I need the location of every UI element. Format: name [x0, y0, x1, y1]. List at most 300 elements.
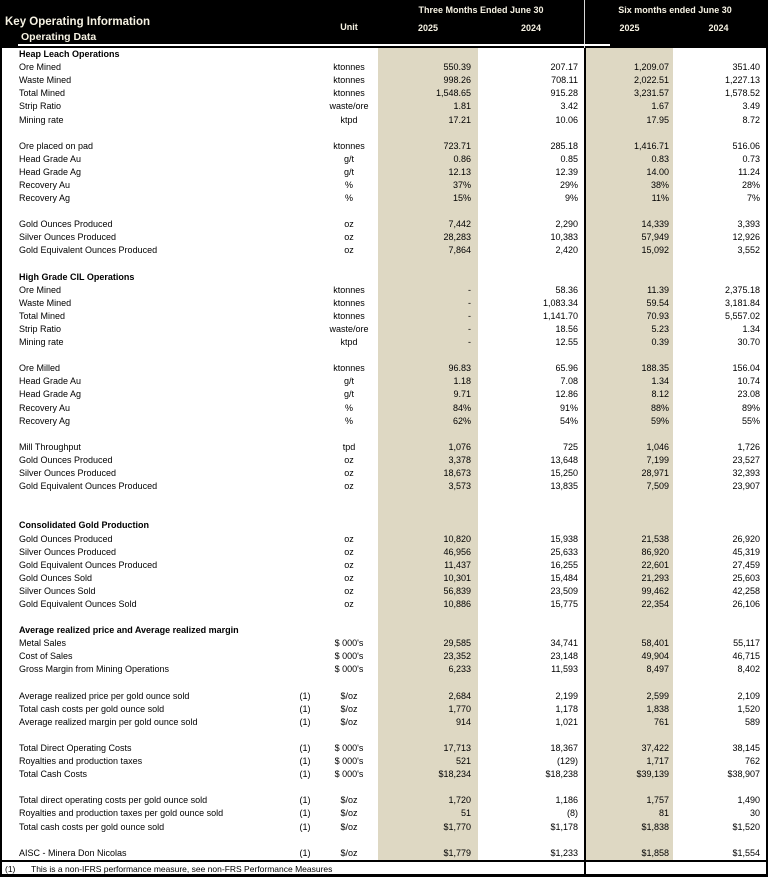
value-h1-2024: 23,907	[732, 481, 760, 492]
unit-cell: $/oz	[340, 821, 358, 832]
value-h1-2025: 17.95	[586, 113, 673, 126]
table-row	[2, 231, 766, 244]
value-h1-2025: $39,139	[586, 768, 673, 781]
value-h1-2024: 28%	[741, 179, 760, 190]
value-q2-2024: 15,775	[550, 598, 578, 609]
footnote-ref	[290, 532, 320, 545]
footnote-ref	[290, 284, 320, 297]
value-h1-2025: 15,092	[586, 244, 673, 257]
value-q2-2025: $1,779	[378, 847, 478, 860]
spacer-row	[2, 729, 766, 742]
footnote-ref	[290, 506, 320, 519]
table-row	[2, 113, 766, 126]
value-h1-2024: 7%	[746, 193, 760, 204]
value-q2-2025: 10,886	[378, 598, 478, 611]
row-label: Recovery Au	[19, 179, 71, 190]
column-group-three-months: Three Months Ended June 30	[418, 5, 544, 15]
footnote-ref	[290, 729, 320, 742]
unit-cell: ktonnes	[333, 284, 365, 295]
footnote-ref	[290, 572, 320, 585]
value-q2-2025: -	[378, 336, 478, 349]
table-row	[2, 388, 766, 401]
value-h1-2025: 8.12	[586, 388, 673, 401]
row-label: Gold Equivalent Ounces Produced	[19, 481, 158, 492]
row-label: Silver Ounces Sold	[19, 585, 96, 596]
value-h1-2024: 26,106	[732, 598, 760, 609]
spacer-row	[2, 493, 766, 506]
table-row	[2, 794, 766, 807]
value-q2-2024: $18,238	[545, 769, 578, 780]
unit-cell: $ 000's	[334, 743, 364, 754]
unit-cell: $/oz	[340, 795, 358, 806]
unit-cell: ktonnes	[333, 140, 365, 151]
spacer-row	[2, 506, 766, 519]
table-row	[2, 323, 766, 336]
row-label: Gold Ounces Produced	[19, 219, 113, 230]
row-label: Strip Ratio	[19, 324, 62, 335]
table-row	[2, 559, 766, 572]
unit-cell	[320, 205, 378, 218]
table-row	[2, 650, 766, 663]
footnote-ref	[290, 140, 320, 153]
value-q2-2024: 12.86	[555, 389, 578, 400]
footnote-ref	[290, 61, 320, 74]
row-label: Gold Ounces Produced	[19, 454, 113, 465]
value-q2-2025: 550.39	[378, 61, 478, 74]
value-h1-2025	[586, 611, 673, 624]
value-q2-2024	[478, 611, 584, 624]
value-q2-2024: 12.55	[555, 337, 578, 348]
value-q2-2025: 96.83	[378, 362, 478, 375]
value-q2-2025: 6,233	[378, 663, 478, 676]
value-q2-2024: 2,290	[555, 219, 578, 230]
spacer-row	[2, 781, 766, 794]
value-q2-2024: 9%	[564, 193, 578, 204]
value-h1-2025: 11.39	[586, 284, 673, 297]
footnote-ref	[290, 48, 320, 61]
value-h1-2024: 762	[744, 756, 760, 767]
row-label	[2, 506, 290, 519]
footnote-ref: (1)	[299, 769, 311, 780]
footnote-ref	[290, 166, 320, 179]
table-row	[2, 140, 766, 153]
row-label: Royalties and production taxes per gold ounce sold	[19, 808, 224, 819]
value-h1-2025: 0.83	[586, 153, 673, 166]
unit-cell: $ 000's	[334, 651, 364, 662]
footnote-text: This is a non-IFRS performance measure, see non-FRS Performance Measures	[31, 863, 333, 874]
table-row	[2, 742, 766, 755]
row-label: Waste Mined	[19, 297, 72, 308]
row-label: Gold Ounces Produced	[19, 533, 113, 544]
section-row	[2, 48, 766, 61]
row-label: Average realized price and Average realized margin	[19, 625, 239, 636]
spacer-row	[2, 611, 766, 624]
footnote-ref	[290, 663, 320, 676]
row-label: Waste Mined	[19, 75, 72, 86]
value-h1-2025: 7,509	[586, 480, 673, 493]
value-q2-2025: 51	[378, 807, 478, 820]
value-q2-2024	[478, 48, 584, 61]
value-h1-2025: 11%	[586, 192, 673, 205]
table-row	[2, 402, 766, 415]
value-q2-2025: 7,864	[378, 244, 478, 257]
footnote-ref	[290, 271, 320, 284]
footnote-ref	[290, 153, 320, 166]
value-h1-2024: 23,527	[732, 454, 760, 465]
row-label: Total Cash Costs	[19, 769, 88, 780]
value-q2-2025	[378, 624, 478, 637]
value-h1-2024	[673, 506, 766, 519]
footnote-ref	[290, 375, 320, 388]
unit-cell: oz	[344, 572, 354, 583]
footnote-ref	[290, 310, 320, 323]
footnote-ref	[290, 218, 320, 231]
unit-cell: oz	[344, 245, 354, 256]
header-period-divider-line	[584, 0, 585, 48]
footnote-ref	[290, 428, 320, 441]
value-q2-2024: 15,484	[550, 572, 578, 583]
table-row	[2, 441, 766, 454]
footnote-ref	[290, 781, 320, 794]
value-h1-2024	[673, 834, 766, 847]
value-q2-2024: 1,141.70	[542, 310, 578, 321]
value-q2-2024: 29%	[559, 179, 578, 190]
table-row	[2, 166, 766, 179]
value-h1-2024: 11.24	[738, 166, 760, 177]
column-header-q2-2025: 2025	[417, 23, 439, 33]
value-h1-2025: 761	[586, 716, 673, 729]
unit-cell	[320, 493, 378, 506]
unit-cell	[320, 519, 378, 532]
value-q2-2025	[378, 729, 478, 742]
value-q2-2024	[478, 127, 584, 140]
table-row	[2, 847, 766, 860]
value-h1-2025: 1,838	[586, 703, 673, 716]
value-h1-2025: 1,046	[586, 441, 673, 454]
value-q2-2025: 23,352	[378, 650, 478, 663]
value-q2-2025	[378, 611, 478, 624]
table-row	[2, 74, 766, 87]
value-h1-2025: 0.39	[586, 336, 673, 349]
value-h1-2024: 1,578.52	[724, 88, 760, 99]
unit-cell	[320, 271, 378, 284]
value-h1-2025: 5.23	[586, 323, 673, 336]
footnote-ref	[290, 519, 320, 532]
row-label: Mining rate	[19, 337, 64, 348]
value-q2-2024	[478, 349, 584, 362]
value-q2-2024	[478, 271, 584, 284]
unit-cell	[320, 677, 378, 690]
unit-cell: ktonnes	[333, 88, 365, 99]
unit-cell: oz	[344, 219, 354, 230]
value-h1-2025: 1,416.71	[586, 140, 673, 153]
unit-cell	[320, 349, 378, 362]
row-label: Total Direct Operating Costs	[19, 743, 132, 754]
value-q2-2025	[378, 271, 478, 284]
unit-cell	[320, 834, 378, 847]
footnote-ref	[290, 559, 320, 572]
unit-cell	[320, 624, 378, 637]
row-label: Silver Ounces Produced	[19, 232, 117, 243]
footnote-ref	[290, 258, 320, 271]
footnote-ref: (1)	[299, 847, 311, 858]
value-h1-2024: 10.74	[737, 376, 760, 387]
row-label: Average realized margin per gold ounce sold	[19, 716, 198, 727]
unit-cell: ktpd	[340, 114, 358, 125]
value-h1-2024: 3,181.84	[724, 297, 760, 308]
table-row	[2, 375, 766, 388]
table-row	[2, 755, 766, 768]
table-row	[2, 768, 766, 781]
footnote-ref	[290, 362, 320, 375]
value-q2-2025: 37%	[378, 179, 478, 192]
row-label: Head Grade Au	[19, 376, 82, 387]
unit-cell: oz	[344, 481, 354, 492]
page-title: Key Operating Information	[5, 16, 151, 28]
unit-cell	[320, 258, 378, 271]
value-h1-2024: 23.08	[737, 389, 760, 400]
page-subtitle: Operating Data	[21, 31, 97, 43]
value-h1-2025: 14.00	[586, 166, 673, 179]
value-h1-2024: 156.04	[732, 363, 760, 374]
value-q2-2025: 17,713	[378, 742, 478, 755]
table-row	[2, 454, 766, 467]
value-h1-2025: 1.67	[586, 100, 673, 113]
table-row	[2, 480, 766, 493]
value-q2-2024: $1,178	[550, 821, 578, 832]
unit-cell: oz	[344, 559, 354, 570]
value-q2-2025: 15%	[378, 192, 478, 205]
value-h1-2024: 1,726	[737, 441, 760, 452]
value-q2-2025: $18,234	[378, 768, 478, 781]
value-q2-2025	[378, 127, 478, 140]
value-h1-2025	[586, 677, 673, 690]
value-q2-2025: 1,548.65	[378, 87, 478, 100]
table-row	[2, 284, 766, 297]
value-h1-2024: 1,227.13	[724, 75, 760, 86]
table-row	[2, 415, 766, 428]
row-label: Gross Margin from Mining Operations	[19, 664, 170, 675]
value-q2-2024: 11,593	[551, 664, 578, 675]
spacer-row	[2, 428, 766, 441]
value-q2-2025: 0.86	[378, 153, 478, 166]
footnote-row	[2, 862, 766, 874]
spacer-row	[2, 834, 766, 847]
value-q2-2025: 914	[378, 716, 478, 729]
spacer-row	[2, 127, 766, 140]
value-q2-2025: 28,283	[378, 231, 478, 244]
section-row	[2, 271, 766, 284]
row-label: Recovery Au	[19, 402, 71, 413]
value-h1-2024: 27,459	[732, 559, 760, 570]
value-h1-2024: 46,715	[732, 651, 760, 662]
value-h1-2025: 1,757	[586, 794, 673, 807]
footnote-ref: (1)	[299, 690, 311, 701]
value-q2-2025	[378, 677, 478, 690]
row-label: Total Mined	[19, 310, 66, 321]
value-h1-2025: 81	[586, 807, 673, 820]
table-row	[2, 703, 766, 716]
row-label: Total cash costs per gold ounce sold	[19, 703, 165, 714]
unit-cell: $ 000's	[334, 756, 364, 767]
value-h1-2025: 86,920	[586, 546, 673, 559]
value-h1-2024: 55%	[741, 415, 760, 426]
footnote-period-divider-line	[584, 862, 586, 874]
value-q2-2024: 915.28	[550, 88, 578, 99]
value-q2-2024: 25,633	[550, 546, 578, 557]
value-q2-2025: -	[378, 284, 478, 297]
value-q2-2025: 46,956	[378, 546, 478, 559]
footnote-ref	[290, 87, 320, 100]
footnote-ref: (1)	[299, 743, 311, 754]
unit-cell: $ 000's	[334, 638, 364, 649]
row-label	[2, 127, 290, 140]
value-q2-2024: (129)	[556, 756, 578, 767]
row-label: Consolidated Gold Production	[19, 520, 149, 531]
row-label	[2, 729, 290, 742]
value-q2-2024: 207.17	[550, 62, 578, 73]
value-q2-2025: 10,301	[378, 572, 478, 585]
footnote-ref	[290, 493, 320, 506]
table-row	[2, 546, 766, 559]
footnote-ref	[290, 205, 320, 218]
unit-cell: g/t	[343, 166, 354, 177]
row-label	[2, 349, 290, 362]
row-label: Recovery Ag	[19, 415, 71, 426]
unit-cell: %	[344, 415, 353, 426]
value-q2-2025: 10,820	[378, 532, 478, 545]
table-row	[2, 244, 766, 257]
value-h1-2025: 2,599	[586, 690, 673, 703]
section-row	[2, 624, 766, 637]
unit-cell: ktonnes	[333, 310, 365, 321]
unit-cell: oz	[344, 533, 354, 544]
row-label: Silver Ounces Produced	[19, 468, 117, 479]
unit-cell: $/oz	[340, 808, 358, 819]
value-q2-2025: 12.13	[378, 166, 478, 179]
row-label: Silver Ounces Produced	[19, 546, 117, 557]
value-q2-2025: 1,720	[378, 794, 478, 807]
value-q2-2024: 54%	[559, 415, 578, 426]
value-h1-2025	[586, 127, 673, 140]
row-label: Ore Milled	[19, 363, 61, 374]
value-q2-2024: 1,021	[555, 716, 578, 727]
footnote-ref	[290, 349, 320, 362]
footnote-ref	[290, 677, 320, 690]
column-group-six-months: Six months ended June 30	[618, 5, 732, 15]
value-q2-2025: $1,770	[378, 821, 478, 834]
value-h1-2024	[673, 729, 766, 742]
value-q2-2024: 2,199	[555, 690, 578, 701]
value-q2-2025: -	[378, 310, 478, 323]
value-h1-2024: 55,117	[733, 638, 760, 649]
value-h1-2025: 7,199	[586, 454, 673, 467]
value-h1-2025: 70.93	[586, 310, 673, 323]
value-h1-2024	[673, 781, 766, 794]
value-h1-2025: 57,949	[586, 231, 673, 244]
value-q2-2024: 7.08	[560, 376, 578, 387]
value-q2-2025	[378, 834, 478, 847]
value-q2-2024	[478, 834, 584, 847]
value-h1-2025: 22,354	[586, 598, 673, 611]
footnote-ref: (1)	[299, 703, 311, 714]
footnote-ref	[290, 388, 320, 401]
table-row	[2, 637, 766, 650]
unit-cell: %	[344, 193, 353, 204]
unit-cell: $/oz	[340, 690, 358, 701]
value-h1-2025	[586, 271, 673, 284]
table-row	[2, 807, 766, 820]
footnote-ref	[290, 100, 320, 113]
footnote-ref: (1)	[299, 808, 311, 819]
value-q2-2024	[478, 624, 584, 637]
table-row	[2, 100, 766, 113]
footnote-ref	[290, 323, 320, 336]
unit-cell	[320, 781, 378, 794]
value-q2-2025: 3,573	[378, 480, 478, 493]
unit-cell: oz	[344, 546, 354, 557]
value-q2-2024: 16,255	[550, 559, 578, 570]
unit-cell	[320, 611, 378, 624]
unit-cell: $/oz	[340, 703, 358, 714]
value-h1-2025: 37,422	[586, 742, 673, 755]
value-q2-2024: (8)	[567, 808, 578, 819]
value-h1-2024	[673, 205, 766, 218]
unit-cell: $/oz	[340, 716, 358, 727]
value-h1-2025	[586, 834, 673, 847]
value-q2-2025	[378, 519, 478, 532]
value-q2-2025: -	[378, 323, 478, 336]
value-q2-2025: 723.71	[378, 140, 478, 153]
unit-cell	[320, 127, 378, 140]
subtitle-underline	[18, 44, 610, 46]
value-q2-2024	[478, 205, 584, 218]
footnote-ref	[290, 231, 320, 244]
value-h1-2025: 88%	[586, 402, 673, 415]
value-q2-2024: 58.36	[555, 284, 578, 295]
value-h1-2025: 14,339	[586, 218, 673, 231]
row-label	[2, 493, 290, 506]
row-label: Metal Sales	[19, 638, 67, 649]
table-row	[2, 192, 766, 205]
row-label: Gold Equivalent Ounces Produced	[19, 245, 158, 256]
value-h1-2025	[586, 493, 673, 506]
footnote-ref	[290, 480, 320, 493]
value-h1-2025	[586, 519, 673, 532]
value-q2-2025: 1.18	[378, 375, 478, 388]
value-h1-2025	[586, 506, 673, 519]
unit-cell: waste/ore	[329, 101, 369, 112]
column-header-h1-2025: 2025	[619, 23, 640, 33]
value-q2-2024	[478, 729, 584, 742]
value-q2-2025: 1,770	[378, 703, 478, 716]
table-row	[2, 467, 766, 480]
value-q2-2024: 23,509	[550, 585, 578, 596]
value-q2-2025: 7,442	[378, 218, 478, 231]
unit-cell: ktpd	[340, 337, 358, 348]
value-h1-2024: 8,402	[737, 664, 760, 675]
value-h1-2024	[673, 127, 766, 140]
table-row	[2, 598, 766, 611]
value-q2-2025: 3,378	[378, 454, 478, 467]
value-h1-2025: 3,231.57	[586, 87, 673, 100]
value-h1-2025: 59%	[586, 415, 673, 428]
value-q2-2025: 998.26	[378, 74, 478, 87]
value-h1-2024	[673, 611, 766, 624]
spacer-row	[2, 349, 766, 362]
table-row	[2, 690, 766, 703]
value-q2-2024	[478, 428, 584, 441]
